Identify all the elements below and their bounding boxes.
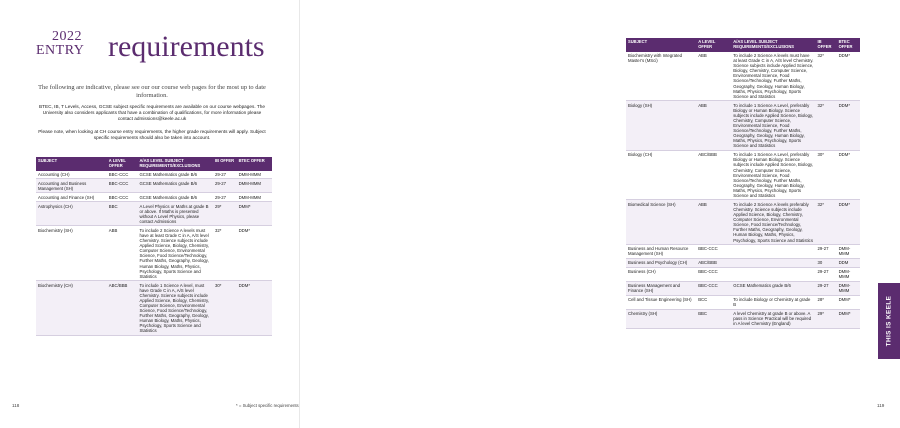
column-header: A/AS LEVEL SUBJECT REQUIREMENTS/EXCLUSIONS [137, 157, 213, 171]
column-header: IB OFFER [213, 157, 237, 171]
side-tab-label: THIS IS KEELE [885, 295, 893, 347]
table-cell [731, 245, 815, 259]
table-cell: DMM-MMM [237, 171, 272, 179]
table-cell: ABC/BBB [107, 281, 138, 336]
table-cell: Accounting and Business Management (SH) [36, 179, 107, 193]
table-cell: Accounting (CH) [36, 171, 107, 179]
column-header: A/AS LEVEL SUBJECT REQUIREMENTS/EXCLUSIONS [731, 38, 815, 52]
table-cell: Biology (SH) [626, 101, 696, 151]
table-row [626, 52, 860, 101]
table-cell: ABB [696, 101, 731, 151]
table-cell: 29-27 [213, 193, 237, 202]
table-cell: GCSE Mathematics grade B/6 [137, 171, 213, 179]
table-cell: 32* [213, 226, 237, 281]
table-cell: 29-27 [816, 267, 837, 281]
table-cell: BBC [696, 309, 731, 328]
table-cell: 29-27 [816, 281, 837, 295]
table-cell: BBC-CCC [696, 267, 731, 281]
title-year: 2022 [52, 29, 82, 44]
table-cell: To include 1 Science A Level, preferably Biology or Human Biology. Science subjects include Applied Science, Biology, Chemistry, Computer Science, Environmental Science, Food Science/Technology, Further Maths, Geography, Geology, Human Biology, Maths, Physics, Psychology, Sports Science and Statistics [731, 150, 815, 200]
table-row [36, 193, 272, 202]
table-cell: 29-27 [816, 245, 837, 259]
table-cell: DDM* [837, 52, 860, 101]
table-cell: DMM-MMM [837, 267, 860, 281]
table-row [36, 226, 272, 281]
table-cell [731, 267, 815, 281]
table-cell: A Level Physics or Maths at grade B or above. If Maths is presented without A Level Physics, please contact Admissions [137, 202, 213, 226]
table-cell: DMM* [237, 202, 272, 226]
table-cell: Business Management and Finance (SH) [626, 281, 696, 295]
table-cell: 30* [213, 281, 237, 336]
table-cell: GCSE Mathematics grade B/6 [137, 179, 213, 193]
table-row [626, 101, 860, 151]
table-cell: ABC/BBB [696, 258, 731, 267]
table-row [36, 179, 272, 193]
table-cell: BBC-CCC [696, 245, 731, 259]
table-row [626, 258, 860, 267]
footnote: * = Subject specific requirements [236, 403, 299, 408]
table-cell: 30 [816, 258, 837, 267]
column-header: BTEC OFFER [237, 157, 272, 171]
table-cell: ABB [107, 226, 138, 281]
table-row [626, 245, 860, 259]
table-cell: 29-27 [213, 171, 237, 179]
table-cell: ABC/BBB [696, 150, 731, 200]
table-cell: Business and Human Resource Management (SH) [626, 245, 696, 259]
table-row [626, 295, 860, 309]
qualifications-note: BTEC, IB, T Levels, Access, GCSE subject specific requirements are available on our course webpages. The University also considers applicants that have a combination of qualifications, for more information please contact admissions@keele.ac.uk [39, 104, 265, 122]
table-cell: 30* [816, 150, 837, 200]
title-word: requirements [108, 30, 265, 63]
table-cell: BBC-CCC [696, 281, 731, 295]
table-header-row [36, 157, 272, 171]
table-cell: Business and Psychology (CH) [626, 258, 696, 267]
table-row [36, 281, 272, 336]
table-cell: 32* [816, 101, 837, 151]
table-cell: BCC [696, 295, 731, 309]
table-cell: To include 1 Science A Level, preferably Biology or Human Biology. Science subjects include Applied Science, Biology, Chemistry, Computer Science, Environmental Science, Food Science/Technology, Further Maths, Geography, Geology, Human Biology, Maths, Physics, Psychology, Sports Science and Statistics [731, 101, 815, 151]
title-prefix [36, 30, 84, 58]
table-cell: DMM-MMM [837, 281, 860, 295]
table-cell: ABB [696, 200, 731, 245]
requirements-table-left [36, 157, 272, 336]
table-cell: 29* [213, 202, 237, 226]
left-page [0, 0, 300, 428]
page-number-right: 119 [877, 403, 885, 408]
page-title [36, 29, 265, 63]
table-cell: DDM* [237, 226, 272, 281]
requirements-table-right [626, 38, 860, 329]
table-header-row [626, 38, 860, 52]
table-cell: DDM* [837, 101, 860, 151]
table-cell: DDM* [237, 281, 272, 336]
table-cell: DMM-MMM [837, 245, 860, 259]
table-cell: Business (CH) [626, 267, 696, 281]
table-cell: GCSE Mathematics grade B/6 [137, 193, 213, 202]
table-cell: Accounting and Finance (SH) [36, 193, 107, 202]
table-cell: 32* [816, 200, 837, 245]
table-cell: 29* [816, 309, 837, 328]
table-cell [731, 258, 815, 267]
title-entry: ENTRY [36, 43, 85, 58]
table-cell: 32* [816, 52, 837, 101]
column-header: A LEVEL OFFER [696, 38, 731, 52]
table-cell: Chemistry (SH) [626, 309, 696, 328]
table-row [626, 267, 860, 281]
table-cell: ABB [696, 52, 731, 101]
right-page [300, 0, 893, 428]
table-cell: 28* [816, 295, 837, 309]
table-cell: Biomedical Science (SH) [626, 200, 696, 245]
table-row [626, 200, 860, 245]
table-cell: BBC [107, 202, 138, 226]
table-cell: To include 2 Science A levels preferably Chemistry. Science subjects include Applied Science, Biology, Chemistry, Computer Science, Environmental Science, Food Science/Technology, Further Maths, Geography, Geology, Human Biology, Maths, Physics, Psychology, Sports Science and Statistics [731, 200, 815, 245]
table-row [36, 171, 272, 179]
column-header: BTEC OFFER [837, 38, 860, 52]
column-header: SUBJECT [626, 38, 696, 52]
table-cell: BBC-CCC [107, 179, 138, 193]
table-cell: DMM-MMM [237, 179, 272, 193]
table-cell: DMM-MMM [237, 193, 272, 202]
table-cell: A level Chemistry at grade B or above. A pass in Science Practical will be required in A level Chemistry (England) [731, 309, 815, 328]
table-cell: To include Biology or Chemistry at grade B [731, 295, 815, 309]
table-cell: Biology (CH) [626, 150, 696, 200]
table-cell: To include 2 Science A levels must have at least Grade C in A, A/S level Chemistry. Science subjects include Applied Science, Biology, Chemistry, Computer Science, Environmental Science, Food Science/Technology, Further Maths, Geography, Geology, Human Biology, Maths, Physics, Psychology, Sports Science and Statistics [731, 52, 815, 101]
table-cell: GCSE Mathematics grade B/6 [731, 281, 815, 295]
column-header: SUBJECT [36, 157, 107, 171]
side-tab [878, 283, 900, 359]
table-cell: Biochemistry (SH) [36, 226, 107, 281]
table-cell: DDM* [837, 150, 860, 200]
table-cell: DDM* [837, 200, 860, 245]
table-cell: DMM* [837, 309, 860, 328]
table-cell: Cell and Tissue Engineering (SH) [626, 295, 696, 309]
table-cell: BBC-CCC [107, 193, 138, 202]
table-cell: 29-27 [213, 179, 237, 193]
table-cell: To include 1 Science A level, must have Grade C in A, A/S level Chemistry. Science subjects include Applied Science, Biology, Chemistry, Computer Science, Environmental Science, Food Science/Technology, Further Maths, Geography, Geology, Human Biology, Maths, Physics, Psychology, Sports Science and Statistics [137, 281, 213, 336]
table-row [36, 202, 272, 226]
table-row [626, 281, 860, 295]
table-cell: DMM* [837, 295, 860, 309]
table-cell: To include 2 Science A levels must have at least Grade C in A, A/S level Chemistry. Science subjects include Applied Science, Biology, Chemistry, Computer Science, Environmental Science, Food Science/Technology, Further Maths, Geography, Geology, Human Biology, Maths, Physics, Psychology, Sports Science and Statistics [137, 226, 213, 281]
page-number-left: 118 [12, 403, 20, 408]
table-cell: BBC-CCC [107, 171, 138, 179]
table-cell: Biochemistry with Integrated Master's (MSci) [626, 52, 696, 101]
table-cell: DDM [837, 258, 860, 267]
table-row [626, 309, 860, 328]
intro-text: The following are indicative, please see our our course web pages for the most up to date information. [38, 84, 266, 99]
table-cell: Biochemistry (CH) [36, 281, 107, 336]
column-header: A LEVEL OFFER [107, 157, 138, 171]
table-row [626, 150, 860, 200]
column-header: IB OFFER [816, 38, 837, 52]
ch-course-note: Please note, when looking at CH course entry requirements, the higher grade requirements will apply. Subject specific requirements should also be taken into account. [38, 129, 266, 141]
table-cell: Astrophysics (CH) [36, 202, 107, 226]
